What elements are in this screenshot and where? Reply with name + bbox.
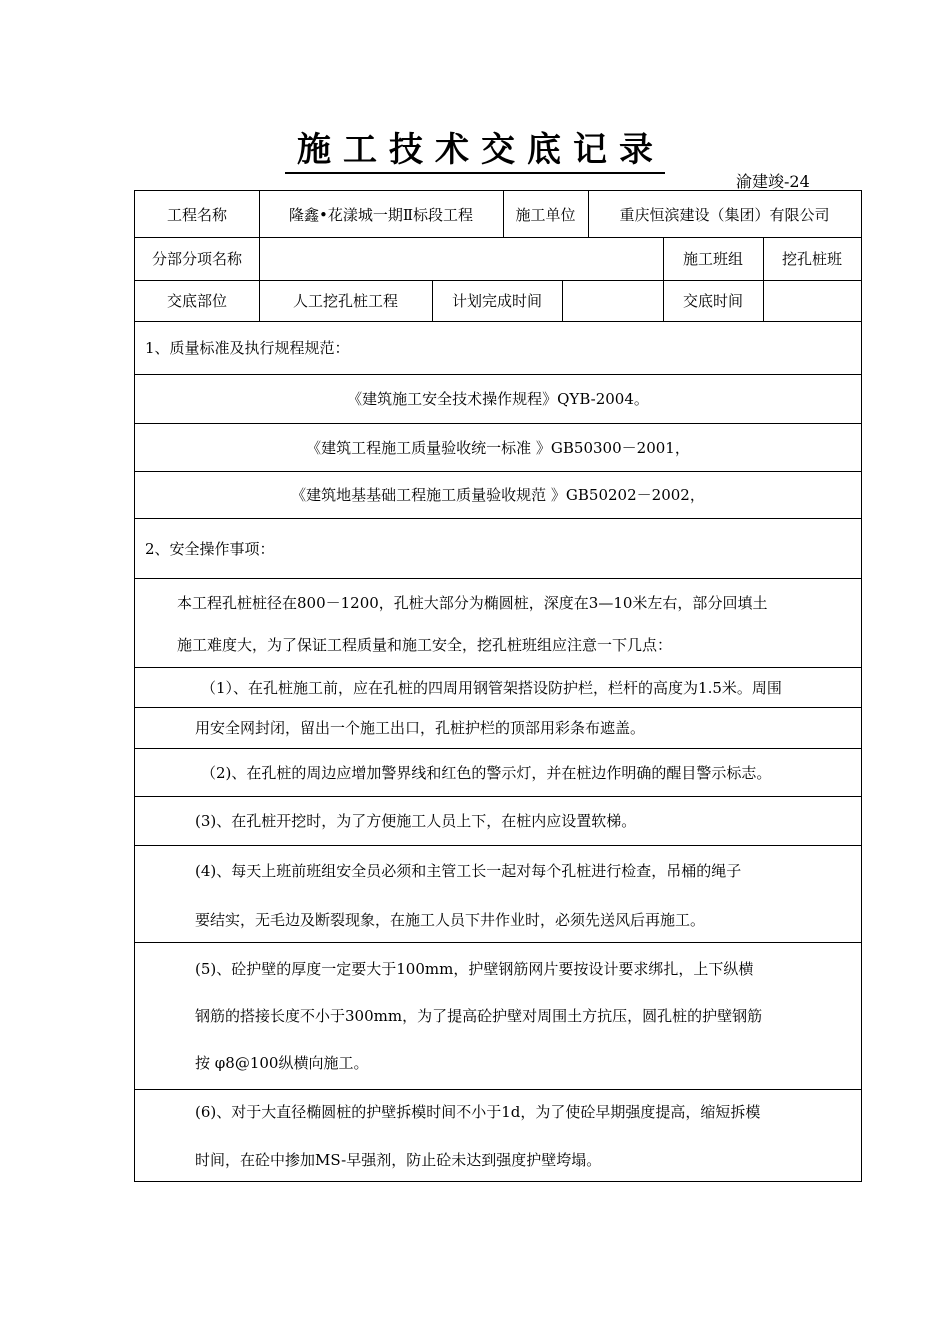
safety-line: (5)、砼护壁的厚度一定要大于100mm，护壁钢筋网片要按设计要求绑扎，上下纵横 (195, 959, 754, 978)
safety-line: 用安全网封闭，留出一个施工出口，孔桩护栏的顶部用彩条布遮盖。 (195, 719, 646, 737)
location-value: 人工挖孔桩工程 (292, 292, 398, 310)
subdivision-value (259, 237, 663, 280)
section2-heading: 2、安全操作事项： (145, 539, 275, 558)
safety-line: (6)、对于大直径椭圆桩的护壁拆模时间不小于1d，为了使砼早期强度提高，缩短拆模 (195, 1102, 761, 1121)
handover-time-value (763, 280, 861, 321)
standard-3: 《建筑地基基础工程施工质量验收规范 》GB50202－2002， (291, 486, 705, 504)
safety-line: （1）、在孔桩施工前，应在孔桩的四周用钢管架搭设防护栏，栏杆的高度为1.5米。周围 (201, 678, 782, 697)
safety-line: 施工难度大，为了保证工程质量和施工安全，挖孔桩班组应注意一下几点： (177, 635, 673, 654)
safety-line: 要结实，无毛边及断裂现象，在施工人员下井作业时，必须先送风后再施工。 (195, 910, 706, 929)
team-value: 挖孔桩班 (781, 250, 842, 268)
safety-line: (4)、每天上班前班组安全员必须和主管工长一起对每个孔桩进行检查，吊桶的绳子 (195, 861, 742, 880)
safety-line: 钢筋的搭接长度不小于300mm，为了提高砼护壁对周围土方抗压，圆孔桩的护壁钢筋 (195, 1006, 763, 1025)
plan-time-value (562, 280, 663, 321)
standard-2: 《建筑工程施工质量验收统一标准 》GB50300－2001， (306, 438, 690, 457)
document-title: 施工技术交底记录 (0, 122, 950, 171)
section1-heading: 1、质量标准及执行规程规范： (145, 339, 350, 357)
location-label: 交底部位 (166, 292, 227, 310)
contractor-value: 重庆恒滨建设（集团）有限公司 (619, 205, 830, 224)
form-code: 渝建竣-24 (736, 172, 810, 191)
safety-line: 按 φ8@100纵横向施工。 (195, 1053, 369, 1072)
safety-line: 时间，在砼中掺加MS-早强剂，防止砼未达到强度护壁垮塌。 (195, 1150, 602, 1169)
team-label: 施工班组 (682, 250, 743, 268)
safety-line: 本工程孔桩桩径在800－1200，孔桩大部分为椭圆桩，深度在3—10米左右，部分回填土 (177, 593, 768, 612)
contractor-label: 施工单位 (515, 205, 576, 224)
subdivision-label: 分部分项名称 (151, 250, 242, 268)
handover-time-label: 交底时间 (682, 292, 743, 310)
safety-line: （2)、在孔桩的周边应增加警界线和红色的警示灯，并在桩边作明确的醒目警示标志。 (201, 763, 772, 782)
standard-1: 《建筑施工安全技术操作规程》QYB-2004。 (347, 390, 649, 408)
record-table (134, 190, 862, 1182)
safety-line: (3)、在孔桩开挖时，为了方便施工人员上下，在桩内应设置软梯。 (195, 812, 637, 830)
plan-time-label: 计划完成时间 (451, 292, 542, 310)
project-name-label: 工程名称 (166, 205, 227, 224)
project-name-value: 隆鑫•花漾城一期Ⅱ标段工程 (288, 205, 474, 224)
